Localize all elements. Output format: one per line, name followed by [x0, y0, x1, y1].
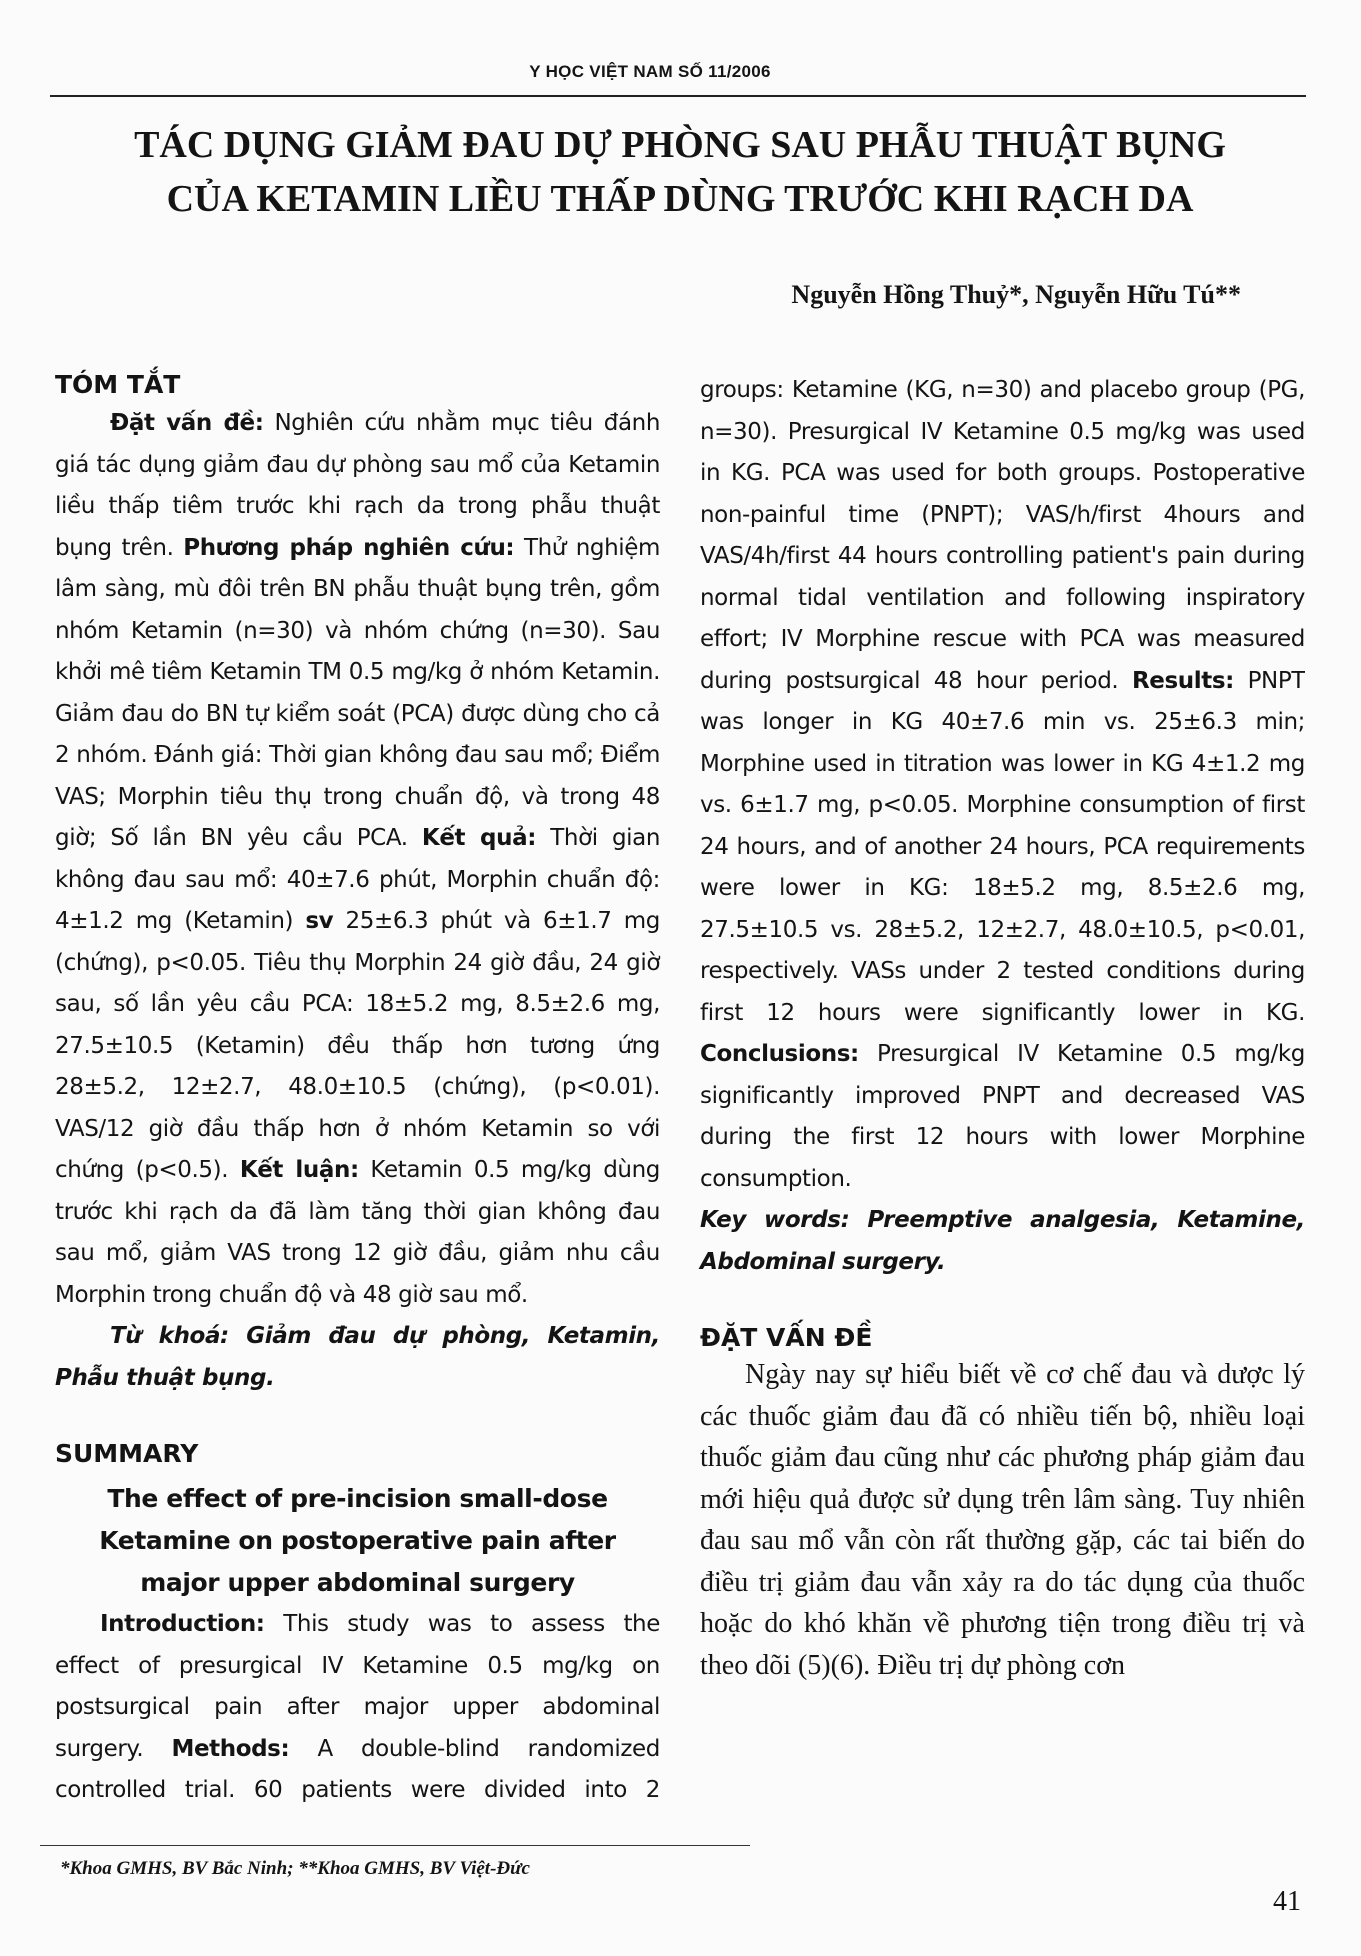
summary-title-line-1: The effect of pre-incision small-dose	[107, 1484, 608, 1513]
dat-van-de-heading: ĐẶT VẤN ĐỀ	[700, 1323, 873, 1352]
summary-body-left	[55, 1604, 660, 1812]
summary-title-line-3: major upper abdominal surgery	[140, 1568, 575, 1597]
article-title	[60, 118, 1300, 226]
ket-luan-label: Kết luận:	[239, 1157, 359, 1183]
title-line-2: CỦA KETAMIN LIỀU THẤP DÙNG TRƯỚC KHI RẠCH DA	[166, 178, 1194, 220]
results-label: Results:	[1131, 667, 1234, 694]
left-column	[55, 370, 660, 1812]
dat-van-de-body: Ngày nay sự hiểu biết về cơ chế đau và dược lý các thuốc giảm đau đã có nhiều tiến bộ, nhiều loại thuốc giảm đau cũng như các phương pháp giảm đau mới hiệu quả được sử dụng trên lâm sàng. Tuy nhiên đau sau mổ vẫn còn rất thường gặp, các tai biến do điều trị giảm đau vẫn xảy ra do tác dụng của thuốc hoặc do khó khăn về phương tiện trong điều trị và theo dõi (5)(6). Điều trị dự phòng cơn	[700, 1359, 1305, 1681]
ket-luan-text: Ketamin 0.5 mg/kg dùng trước khi rạch da đã làm tăng thời gian không đau sau mổ, giảm VAS trong 12 giờ đầu, giảm nhu cầu Morphin trong chuẩn độ và 48 giờ sau mổ.	[55, 1157, 660, 1308]
footnote-rule	[40, 1845, 750, 1846]
phuong-phap-text: Thử nghiệm lâm sàng, mù đôi trên BN phẫu thuật bụng trên, gồm nhóm Ketamin (n=30) và nhóm chứng (n=30). Sau khởi mê tiêm Ketamin TM 0.5 mg/kg ở nhóm Ketamin. Giảm đau do BN tự kiểm soát (PCA) được dùng cho cả 2 nhóm. Đánh giá: Thời gian không đau sau mổ; Điểm VAS; Morphin tiêu thụ trong chuẩn độ, và trong 48 giờ; Số lần BN yêu cầu PCA.	[55, 534, 660, 851]
tomtat-keywords: Từ khoá: Giảm đau dự phòng, Ketamin, Phẫu thuật bụng.	[55, 1323, 660, 1391]
summary-title	[55, 1478, 660, 1604]
results-text: PNPT was longer in KG 40±7.6 min vs. 25±6.3 min; Morphine used in titration was lower in KG 4±1.2 mg vs. 6±1.7 mg, p<0.05. Morphine consumption of first 24 hours, and of another 24 hours, PCA requirements were lower in KG: 18±5.2 mg, 8.5±2.6 mg, 27.5±10.5 vs. 28±5.2, 12±2.7, 48.0±10.5, p<0.01, respectively. VASs under 2 tested conditions during first 12 hours were significantly lower in KG.	[700, 667, 1305, 1026]
introduction-text: This study was to assess the effect of presurgical IV Ketamine 0.5 mg/kg on postsurgical pain after major upper abdominal surgery.	[55, 1611, 660, 1762]
phuong-phap-label: Phương pháp nghiên cứu:	[183, 534, 515, 561]
ket-qua-text-2: 25±6.3 phút và 6±1.7 mg (chứng), p<0.05. Tiêu thụ Morphin 24 giờ đầu, 24 giờ sau, số lần yêu cầu PCA: 18±5.2 mg, 8.5±2.6 mg, 27.5±10.5 (Ketamin) đều thấp hơn tương ứng 28±5.2, 12±2.7, 48.0±10.5 (chứng), (p<0.01). VAS/12 giờ đầu thấp hơn ở nhóm Ketamin so với chứng (p<0.5).	[55, 908, 660, 1183]
methods-text: A double-blind randomized controlled trial. 60 patients were divided into 2	[55, 1735, 660, 1803]
ket-qua-label: Kết quả:	[421, 825, 537, 851]
footnote: *Khoa GMHS, BV Bắc Ninh; **Khoa GMHS, BV Việt-Đức	[60, 1858, 530, 1879]
dat-van-de-label: Đặt vấn đề:	[110, 410, 264, 436]
methods-label: Methods:	[171, 1735, 290, 1762]
summary-title-line-2: Ketamine on postoperative pain after	[99, 1526, 616, 1555]
summary-heading: SUMMARY	[55, 1439, 199, 1468]
journal-header: Y HỌC VIỆT NAM SỐ 11/2006	[529, 62, 771, 81]
introduction-label: Introduction:	[100, 1611, 265, 1637]
tomtat-heading: TÓM TẮT	[55, 370, 181, 399]
right-column	[700, 370, 1305, 1686]
summary-keywords: Key words: Preemptive analgesia, Ketamine, Abdominal surgery.	[700, 1207, 1305, 1275]
conclusions-label: Conclusions:	[700, 1041, 859, 1067]
ket-qua-text-1: Thời gian không đau sau mổ: 40±7.6 phút, Morphin chuẩn độ: 4±1.2 mg (Ketamin)	[55, 825, 661, 934]
page-number: 41	[1273, 1886, 1301, 1917]
summary-body-right	[700, 370, 1305, 1200]
tomtat-body	[55, 403, 660, 1316]
header-rule	[50, 95, 1306, 97]
title-line-1: TÁC DỤNG GIẢM ĐAU DỰ PHÒNG SAU PHẪU THUẬT BỤNG	[134, 124, 1226, 166]
authors: Nguyễn Hồng Thuỷ*, Nguyễn Hữu Tú**	[791, 280, 1241, 309]
summary-body-right-window	[700, 370, 1305, 1200]
sv-label: sv	[305, 908, 334, 934]
conclusions-text: Presurgical IV Ketamine 0.5 mg/kg significantly improved PNPT and decreased VAS during the first 12 hours with lower Morphine consumption.	[700, 1041, 1305, 1192]
dat-van-de-text: Nghiên cứu nhằm mục tiêu đánh giá tác dụng giảm đau dự phòng sau mổ của Ketamin liều thấp tiêm trước khi rạch da trong phẫu thuật bụng trên.	[55, 410, 660, 561]
methods-text: groups: Ketamine (KG, n=30) and placebo group (PG, n=30). Presurgical IV Ketamine 0.5 mg/kg was used in KG. PCA was used for both groups. Postoperative non-painful time (PNPT); VAS/h/first 4hours and VAS/4h/first 44 hours controlling patient's pain during normal tidal ventilation and following inspiratory effort; IV Morphine rescue with PCA was measured during postsurgical 48 hour period.	[700, 377, 1305, 694]
summary-body-left-window	[55, 1604, 660, 1812]
summary-continuation	[700, 370, 1305, 1200]
